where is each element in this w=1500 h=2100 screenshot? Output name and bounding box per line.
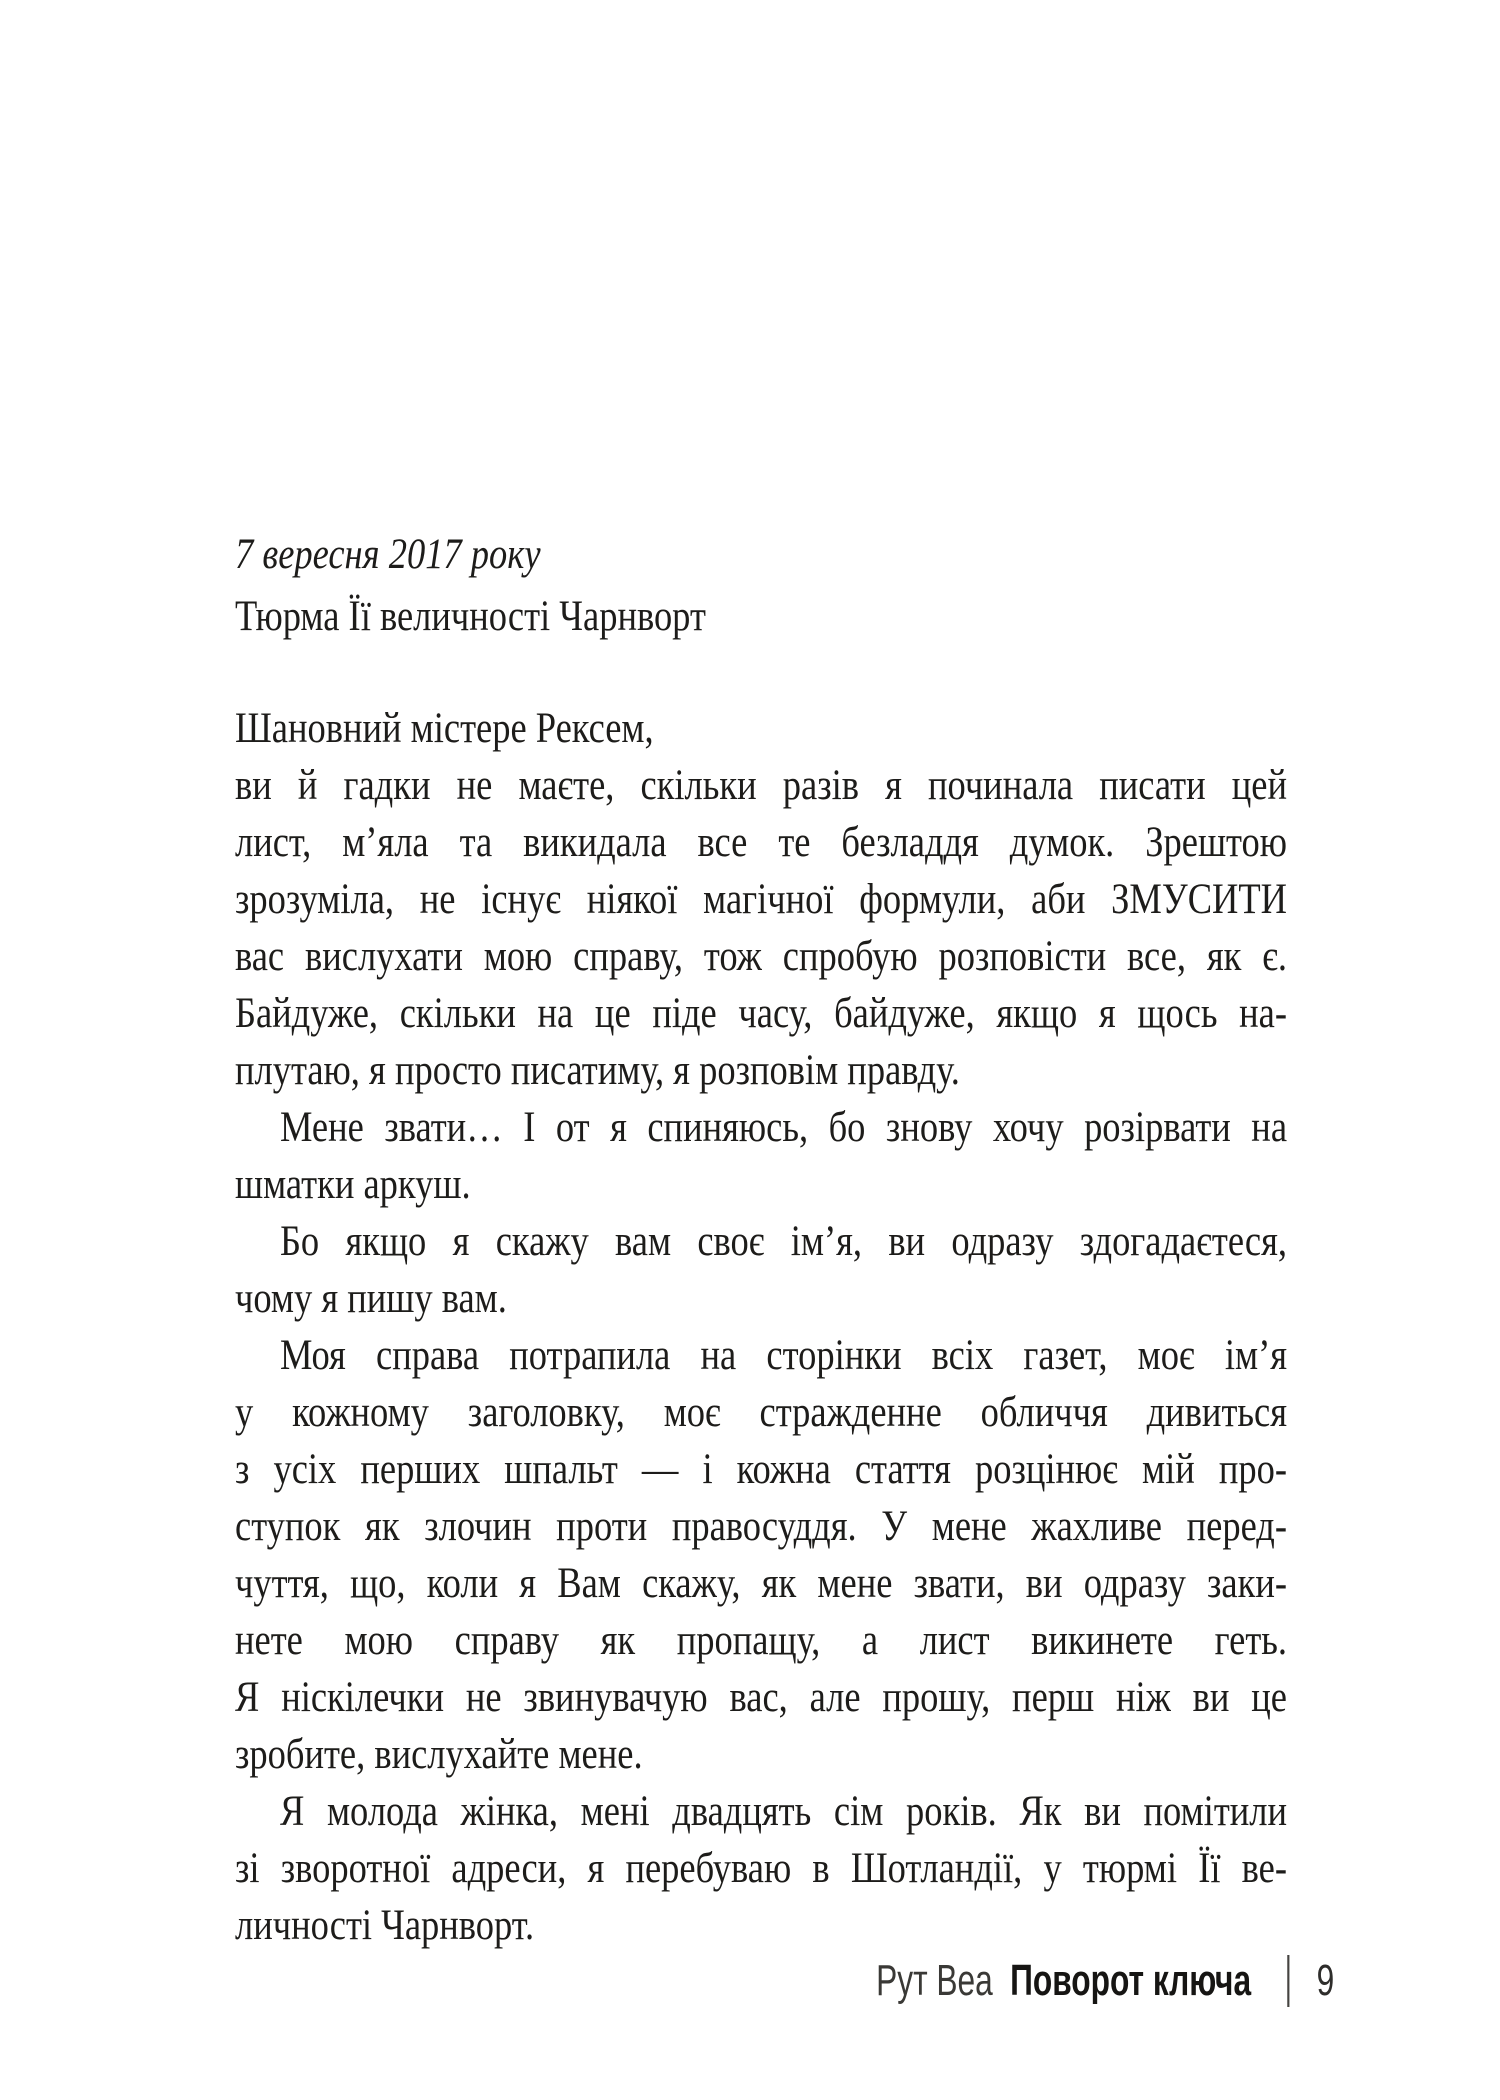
letter-line: зрозуміла, не існує ніякої магічної формули, аби ЗМУСИТИ [235,876,1288,923]
letter-line: лист, м’яла та викидала все те безладдя думок. Зрештою [235,819,1288,866]
letter-line: Моя справа потрапила на сторінки всіх газет, моє ім’я [279,1332,1288,1379]
footer-author: Рут Веа [875,1956,993,2005]
letter-line: ступок як злочин проти правосуддя. У мене жахливе перед- [235,1503,1288,1550]
letter-line: чуття, що, коли я Вам скажу, як мене звати, ви одразу заки- [235,1560,1288,1607]
letter-line: чому я пишу вам. [235,1275,507,1322]
footer-separator-bar [1287,1955,1289,2007]
letter-line: Мене звати… І от я спиняюсь, бо знову хочу розірвати на [279,1104,1288,1151]
letter-line: плутаю, я просто писатиму, я розповім правду. [235,1047,960,1094]
letter-line: ви й гадки не маєте, скільки разів я починала писати цей [235,762,1288,809]
letter-line: зробите, вислухайте мене. [235,1731,643,1778]
letter-line: Байдуже, скільки на це піде часу, байдуже, якщо я щось на- [235,990,1288,1037]
letter-line: личності Чарнворт. [235,1902,535,1949]
letter-body-text [235,700,1287,1954]
letter-line: Бо якщо я скажу вам своє ім’я, ви одразу здогадаєтеся, [279,1218,1288,1265]
letter-line: нете мою справу як пропащу, а лист викинете геть. [235,1617,1288,1664]
letter-line: вас вислухати мою справу, тож спробую розповісти все, як є. [235,933,1288,980]
letter-line: зі зворотної адреси, я перебуваю в Шотландії, у тюрмі Її ве- [235,1845,1288,1892]
footer-book-title: Поворот ключа [1009,1956,1251,2005]
letter-line: з усіх перших шпальт — і кожна стаття розцінює мій про- [235,1446,1288,1493]
letter-header [235,524,1287,648]
letter-line: Шановний містере Рексем, [235,705,654,752]
letter-date: 7 вересня 2017 року [235,531,541,578]
page-footer [876,1955,1334,2007]
letter-location: Тюрма Її величності Чарнворт [235,593,706,640]
letter-line: Я ніскілечки не звинувачую вас, але прошу, перш ніж ви це [235,1674,1288,1721]
letter-line: Я молода жінка, мені двадцять сім років. Як ви помітили [279,1788,1288,1835]
footer-page-number: 9 [1316,1956,1334,2005]
letter-line: у кожному заголовку, моє стражденне обличчя дивиться [235,1389,1288,1436]
letter-line: шматки аркуш. [235,1161,471,1208]
